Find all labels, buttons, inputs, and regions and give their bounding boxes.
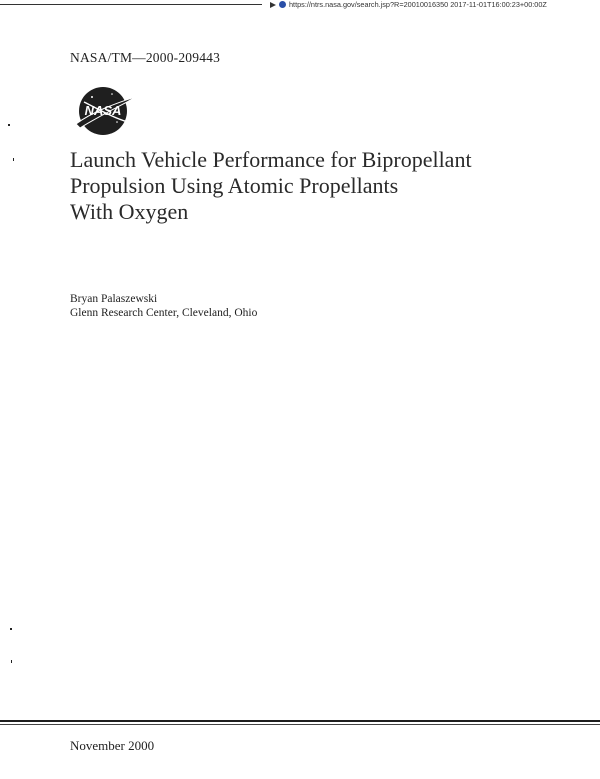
banner-text: https://ntrs.nasa.gov/search.jsp?R=20010016350 2017-11-01T16:00:23+00:00Z (289, 0, 547, 9)
title-line: With Oxygen (70, 199, 189, 224)
publication-date: November 2000 (70, 738, 155, 753)
author-name: Bryan Palaszewski (70, 293, 158, 305)
footer-rule-thin (0, 724, 600, 725)
title-line: Launch Vehicle Performance for Bipropellant (70, 147, 472, 172)
author-affiliation: Glenn Research Center, Cleveland, Ohio (70, 307, 258, 319)
nasa-meatball-logo (70, 82, 140, 140)
footer-rule (0, 720, 600, 722)
report-number: NASA/TM—2000-209443 (70, 50, 221, 65)
scan-speck (8, 124, 10, 126)
svg-text:NASA: NASA (84, 103, 122, 118)
arrow-icon (270, 2, 276, 8)
document-link-icon (279, 1, 286, 8)
document-title (70, 147, 570, 225)
scan-banner (270, 0, 547, 9)
scan-speck (11, 660, 12, 663)
title-line: Propulsion Using Atomic Propellants (70, 173, 399, 198)
scan-speck (13, 158, 14, 161)
top-rule (0, 4, 262, 5)
scan-speck (10, 628, 12, 630)
